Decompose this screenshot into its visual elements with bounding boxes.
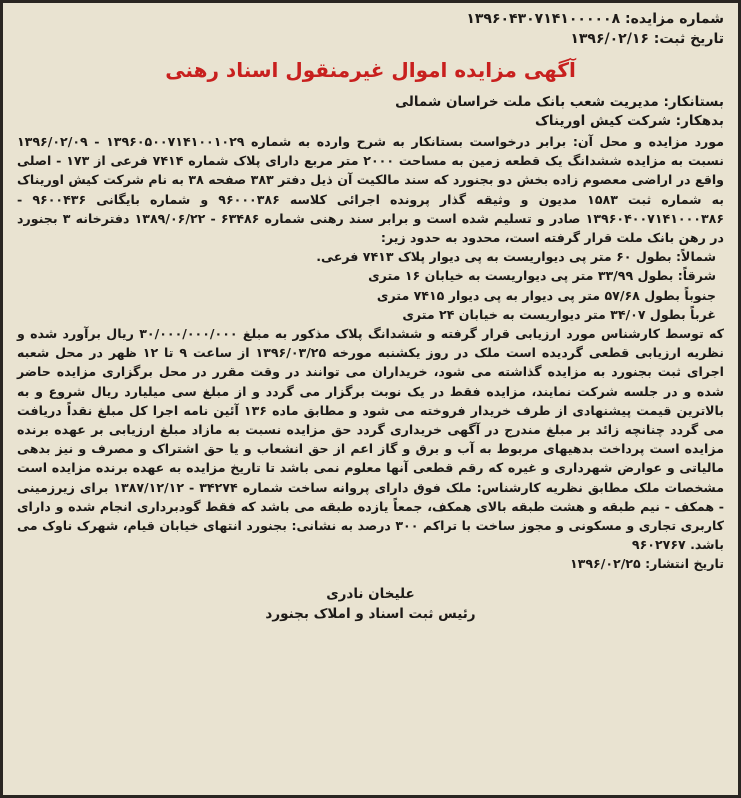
publication-date: تاریخ انتشار: ۱۳۹۶/۰۲/۲۵	[569, 556, 724, 572]
notice-body	[17, 132, 724, 574]
registration-date: تاریخ ثبت: ۱۳۹۶/۰۲/۱۶	[570, 31, 724, 47]
auction-number: شماره مزایده: ۱۳۹۶۰۴۳۰۷۱۴۱۰۰۰۰۰۸	[466, 11, 724, 27]
creditor-line: بستانکار: مدیریت شعب بانک ملت خراسان شمالی	[395, 94, 724, 110]
boundary-west: غرباً بطول ۳۴/۰۷ متر دیواریست به خیابان ۲۴ متری	[402, 306, 716, 322]
signature-block	[17, 584, 724, 624]
debtor-line: بدهکار: شرکت کیش اوریناک	[535, 113, 724, 129]
signatory-name: علیخان نادری	[326, 585, 415, 602]
boundary-east: شرقاً: بطول ۳۳/۹۹ متر پی دیواریست به خیابان ۱۶ متری	[368, 268, 716, 284]
boundary-south: جنوباً بطول ۵۷/۶۸ متر پی دیوار به پی دیوار ۷۴۱۵ متری	[376, 287, 716, 303]
notice-title: آگهی مزایده اموال غیرمنقول اسناد رهنی	[165, 58, 576, 82]
auction-terms: که توسط کارشناس مورد ارزیابی قرار گرفته و ششدانگ پلاک مذکور به مبلغ ۳۰/۰۰۰/۰۰۰/۰۰۰ ریال برآورد شده و نظریه ارزیابی قطعی گردیده است ملک در روز یکشنبه مورخه ۱۳۹۶/۰۳/۲۵ از ساعت ۹ تا ۱۲ ظهر در محل شعبه اجرای ثبت بجنورد به مزایده گذاشته می شود، خریداران می توانند در وقت مقرر در محل برگزاری مزایده حاضر شده و در جلسه شرکت نمایند، مزایده فقط در یک نوبت برگزار می گردد و از مبلغ سی میلیارد ریال شروع و به بالاترین قیمت پیشنهادی از طرف خریدار فروخته می شود و مطابق ماده ۱۳۶ آئین نامه اجرا کل مبلغ نقداً دریافت می گردد چنانچه زائد بر مبلغ مندرج در آگهی خریداری گردد حق مزایده نسبت به مازاد مبلغ ارزیابی بر عهده برنده مزایده است پرداخت بدهیهای مربوط به آب و برق و گاز اعم از حق انشعاب و یا حق اشتراک و مصرف و نیز بدهی مالیاتی و عوارض شهرداری و غیره که رقم قطعی آنها معلوم نمی باشد تا تاریخ مزایده به عهده برنده مزایده است مشخصات ملک مطابق نظریه کارشناس: ملک فوق دارای پروانه ساخت شماره ۳۴۲۷۴ - ۱۳۸۷/۱۲/۱۲ برای زیرزمینی - همکف - نیم طبقه و هشت طبقه بالای همکف، جمعاً یازده طبقه می باشد که فقط گودبرداری انجام شده و دارای کاربری تجاری و مسکونی و مجوز ساخت با تراکم ۳۰۰ درصد به نشانی: بجنورد انتهای خیابان قیام، شهرک ناوک می باشد. ۹۶۰۲۷۶۷	[17, 326, 725, 553]
signatory-position: رئیس ثبت اسناد و املاک بجنورد	[265, 605, 476, 622]
boundary-north: شمالاً: بطول ۶۰ متر پی دیواریست به پی دیوار پلاک ۷۴۱۳ فرعی.	[316, 249, 716, 265]
property-description: مورد مزایده و محل آن: برابر درخواست بستانکار به شرح وارده به شماره ۱۳۹۶۰۵۰۰۷۱۴۱۰۰۱۰۲۹ - ۱۳۹۶/۰۲/۰۹ نسبت به مزایده ششدانگ یک قطعه زمین به مساحت ۲۰۰۰ متر مربع دارای پلاک شماره ۷۴۱۴ فرعی از ۱۷۳ - اصلی واقع در اراضی معصوم زاده بخش دو بجنورد که سند مالکیت آن ذیل دفتر ۳۸۳ صفحه ۳۸ به نام شرکت کیش اوریناک به شماره ثبت ۱۵۸۳ مدیون و وثیقه گذار پرونده اجرائی کلاسه ۹۶۰۰۰۳۸۶ و شماره بایگانی ۹۶۰۰۴۳۶ - ۱۳۹۶۰۴۰۰۷۱۴۱۰۰۰۳۸۶ صادر و تسلیم شده است و برابر سند رهنی شماره ۶۳۴۸۶ - ۱۳۸۹/۰۶/۲۲ دفترخانه ۳ بجنورد در رهن بانک ملت قرار گرفته است، محدود به حدود زیر:	[17, 134, 725, 246]
